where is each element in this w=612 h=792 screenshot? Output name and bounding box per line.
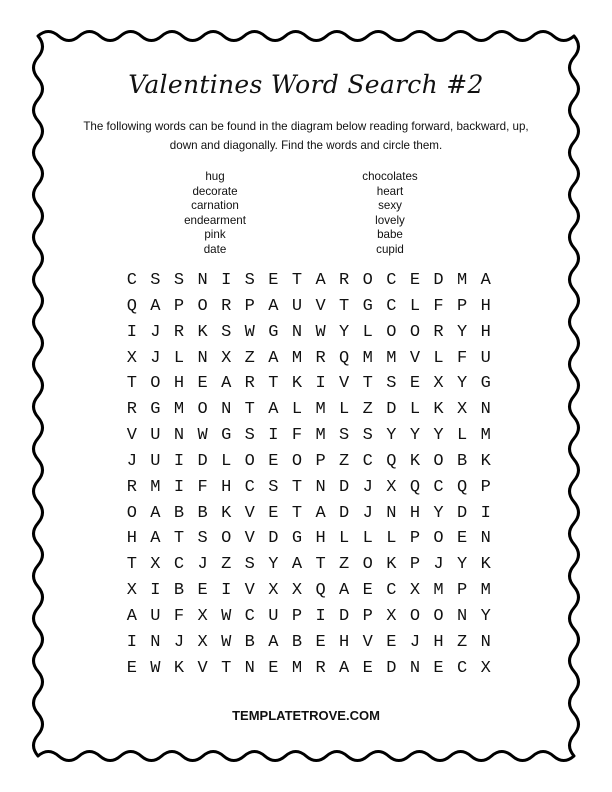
grid-letter[interactable]: Z bbox=[339, 555, 350, 575]
grid-letter[interactable]: L bbox=[173, 348, 185, 368]
grid-letter[interactable]: C bbox=[433, 477, 444, 497]
grid-letter[interactable]: S bbox=[362, 426, 373, 446]
grid-letter[interactable]: J bbox=[150, 322, 161, 342]
grid-letter[interactable]: R bbox=[433, 322, 444, 342]
grid-letter[interactable]: K bbox=[173, 658, 185, 678]
grid-letter[interactable]: K bbox=[480, 451, 491, 471]
grid-letter[interactable]: N bbox=[480, 529, 491, 549]
grid-letter[interactable]: W bbox=[197, 426, 208, 446]
grid-letter[interactable]: E bbox=[268, 503, 279, 523]
grid-letter[interactable]: T bbox=[291, 271, 303, 290]
grid-letter[interactable]: D bbox=[386, 658, 397, 678]
grid-letter[interactable]: Z bbox=[244, 348, 255, 368]
grid-letter[interactable]: I bbox=[268, 426, 279, 446]
grid-letter[interactable]: I bbox=[221, 271, 232, 290]
grid-letter[interactable]: P bbox=[409, 555, 421, 575]
grid-letter[interactable]: P bbox=[315, 451, 326, 471]
word-list-item: pink bbox=[204, 228, 226, 241]
grid-letter[interactable]: P bbox=[457, 296, 468, 316]
grid-letter[interactable]: X bbox=[409, 581, 421, 601]
grid-letter[interactable]: O bbox=[291, 451, 303, 471]
grid-letter[interactable]: S bbox=[221, 322, 232, 342]
grid-letter[interactable]: O bbox=[244, 451, 255, 471]
grid-letter[interactable]: D bbox=[339, 503, 350, 523]
grid-letter[interactable]: R bbox=[173, 322, 185, 342]
grid-letter[interactable]: D bbox=[339, 477, 350, 497]
grid-letter[interactable]: V bbox=[339, 374, 350, 394]
grid-letter[interactable]: A bbox=[480, 271, 491, 290]
grid-letter[interactable]: X bbox=[197, 606, 208, 626]
grid-letter[interactable]: O bbox=[197, 296, 208, 316]
grid-letter[interactable]: Y bbox=[433, 503, 444, 523]
grid-letter[interactable]: E bbox=[409, 374, 421, 394]
grid-letter[interactable]: I bbox=[315, 374, 326, 394]
grid-letter[interactable]: P bbox=[173, 296, 185, 316]
grid-letter[interactable]: X bbox=[150, 555, 161, 575]
grid-letter[interactable]: E bbox=[126, 658, 137, 678]
grid-letter[interactable]: D bbox=[339, 606, 350, 626]
grid-letter[interactable]: Q bbox=[386, 451, 397, 471]
grid-letter[interactable]: E bbox=[362, 581, 373, 601]
grid-letter[interactable]: O bbox=[362, 271, 373, 290]
grid-letter[interactable]: L bbox=[409, 296, 421, 316]
grid-letter[interactable]: N bbox=[197, 348, 208, 368]
grid-letter[interactable]: U bbox=[150, 451, 161, 471]
grid-letter[interactable]: V bbox=[244, 581, 255, 601]
grid-letter[interactable]: X bbox=[433, 374, 444, 394]
grid-letter[interactable]: F bbox=[197, 477, 208, 497]
grid-letter[interactable]: H bbox=[315, 529, 326, 549]
grid-letter[interactable]: H bbox=[409, 503, 421, 523]
grid-letter[interactable]: U bbox=[150, 426, 161, 446]
grid-letter[interactable]: N bbox=[315, 477, 326, 497]
grid-letter[interactable]: D bbox=[457, 503, 468, 523]
grid-letter[interactable]: Y bbox=[339, 322, 350, 342]
grid-letter[interactable]: A bbox=[339, 581, 350, 601]
grid-letter[interactable]: D bbox=[268, 529, 279, 549]
grid-letter[interactable]: A bbox=[150, 503, 161, 523]
grid-letter[interactable]: N bbox=[197, 271, 208, 290]
word-list-item: decorate bbox=[192, 184, 238, 198]
grid-letter[interactable]: H bbox=[433, 632, 444, 652]
word-list-left bbox=[160, 170, 270, 257]
grid-letter[interactable]: B bbox=[173, 503, 185, 523]
word-list-item: hug bbox=[205, 170, 225, 183]
grid-letter[interactable]: K bbox=[433, 400, 444, 420]
grid-letter[interactable]: X bbox=[126, 348, 137, 368]
grid-letter[interactable]: K bbox=[409, 451, 421, 471]
grid-letter[interactable]: T bbox=[126, 555, 137, 575]
grid-letter[interactable]: N bbox=[409, 658, 421, 678]
grid-letter[interactable]: T bbox=[291, 477, 303, 497]
grid-letter[interactable]: W bbox=[221, 606, 232, 626]
footer-site-name: TEMPLATETROVE.COM bbox=[232, 708, 380, 723]
grid-letter[interactable]: G bbox=[221, 426, 232, 446]
grid-letter[interactable]: F bbox=[457, 348, 468, 368]
grid-letter[interactable]: J bbox=[197, 555, 208, 575]
grid-letter[interactable]: C bbox=[244, 477, 255, 497]
grid-letter[interactable]: N bbox=[457, 606, 468, 626]
grid-letter[interactable]: O bbox=[150, 374, 161, 394]
grid-letter[interactable]: X bbox=[386, 477, 397, 497]
grid-letter[interactable]: M bbox=[480, 581, 491, 601]
grid-letter[interactable]: U bbox=[291, 296, 303, 316]
grid-letter[interactable]: R bbox=[221, 296, 232, 316]
grid-letter[interactable]: M bbox=[315, 426, 326, 446]
grid-letter[interactable]: O bbox=[126, 503, 137, 523]
grid-letter[interactable]: K bbox=[291, 374, 303, 394]
grid-letter[interactable]: Q bbox=[409, 477, 421, 497]
grid-letter[interactable]: Y bbox=[457, 374, 468, 394]
grid-letter[interactable]: R bbox=[126, 400, 137, 420]
grid-letter[interactable]: Y bbox=[268, 555, 279, 575]
grid-letter[interactable]: Q bbox=[126, 296, 137, 316]
grid-letter[interactable]: T bbox=[244, 400, 255, 420]
grid-letter[interactable]: I bbox=[173, 451, 185, 471]
grid-letter[interactable]: M bbox=[480, 426, 491, 446]
grid-letter[interactable]: W bbox=[315, 322, 326, 342]
grid-letter[interactable]: I bbox=[221, 581, 232, 601]
grid-letter[interactable]: E bbox=[457, 529, 468, 549]
grid-letter[interactable]: A bbox=[150, 296, 161, 316]
word-list-item: heart bbox=[376, 184, 404, 198]
grid-letter[interactable]: A bbox=[221, 374, 232, 394]
grid-letter[interactable]: N bbox=[173, 426, 185, 446]
grid-letter[interactable]: J bbox=[362, 503, 373, 523]
grid-letter[interactable]: X bbox=[480, 658, 491, 678]
grid-letter[interactable]: S bbox=[386, 374, 397, 394]
grid-letter[interactable]: T bbox=[268, 374, 279, 394]
grid-letter[interactable]: Q bbox=[457, 477, 468, 497]
grid-letter[interactable]: B bbox=[173, 581, 185, 601]
grid-letter[interactable]: J bbox=[409, 632, 421, 652]
word-list-item: date bbox=[203, 242, 227, 256]
grid-letter[interactable]: I bbox=[126, 632, 137, 652]
grid-letter[interactable]: E bbox=[268, 451, 279, 471]
grid-letter[interactable]: H bbox=[339, 632, 350, 652]
grid-letter[interactable]: P bbox=[457, 581, 468, 601]
grid-letter[interactable]: E bbox=[386, 632, 397, 652]
grid-letter[interactable]: H bbox=[480, 296, 491, 316]
grid-letter[interactable]: A bbox=[268, 400, 279, 420]
grid-letter[interactable]: K bbox=[386, 555, 397, 575]
grid-letter[interactable]: V bbox=[315, 296, 326, 316]
grid-letter[interactable]: M bbox=[362, 348, 373, 368]
grid-letter[interactable]: H bbox=[480, 322, 491, 342]
grid-letter[interactable]: T bbox=[291, 503, 303, 523]
grid-letter[interactable]: Y bbox=[409, 426, 421, 446]
grid-letter[interactable]: I bbox=[150, 581, 161, 601]
grid-letter[interactable]: K bbox=[221, 503, 232, 523]
grid-letter[interactable]: E bbox=[197, 374, 208, 394]
grid-letter[interactable]: P bbox=[362, 606, 373, 626]
grid-letter[interactable]: W bbox=[221, 632, 232, 652]
grid-letter[interactable]: K bbox=[480, 555, 491, 575]
grid-letter[interactable]: S bbox=[339, 426, 350, 446]
grid-letter[interactable]: I bbox=[315, 606, 326, 626]
grid-letter[interactable]: A bbox=[268, 632, 279, 652]
grid-letter[interactable]: I bbox=[126, 322, 137, 342]
grid-letter[interactable]: M bbox=[386, 348, 397, 368]
grid-letter[interactable]: R bbox=[126, 477, 137, 497]
grid-letter[interactable]: O bbox=[197, 400, 208, 420]
grid-letter[interactable]: C bbox=[173, 555, 185, 575]
grid-letter[interactable]: T bbox=[221, 658, 232, 678]
grid-letter[interactable]: G bbox=[150, 400, 161, 420]
word-list-item: endearment bbox=[184, 213, 246, 227]
grid-letter[interactable]: E bbox=[409, 271, 421, 290]
grid-letter[interactable]: T bbox=[173, 529, 185, 549]
grid-letter[interactable]: C bbox=[362, 451, 373, 471]
grid-letter[interactable]: T bbox=[339, 296, 350, 316]
grid-letter[interactable]: P bbox=[409, 529, 421, 549]
grid-letter[interactable]: C bbox=[244, 606, 255, 626]
grid-letter[interactable]: X bbox=[291, 581, 303, 601]
grid-letter[interactable]: A bbox=[315, 271, 326, 290]
grid-letter[interactable]: C bbox=[457, 658, 468, 678]
grid-letter[interactable]: A bbox=[150, 529, 161, 549]
grid-letter[interactable]: O bbox=[433, 529, 444, 549]
grid-letter[interactable]: O bbox=[433, 606, 444, 626]
grid-letter[interactable]: T bbox=[126, 374, 137, 394]
grid-letter[interactable]: E bbox=[433, 658, 444, 678]
grid-letter[interactable]: B bbox=[197, 503, 208, 523]
grid-letter[interactable]: N bbox=[480, 632, 491, 652]
grid-letter[interactable]: K bbox=[197, 322, 208, 342]
grid-letter[interactable]: V bbox=[362, 632, 373, 652]
grid-letter[interactable]: Z bbox=[362, 400, 373, 420]
grid-letter[interactable]: N bbox=[291, 322, 303, 342]
grid-letter[interactable]: G bbox=[268, 322, 279, 342]
grid-letter[interactable]: S bbox=[197, 529, 208, 549]
grid-letter[interactable]: C bbox=[386, 271, 397, 290]
grid-letter[interactable]: S bbox=[244, 271, 255, 290]
grid-letter[interactable]: X bbox=[268, 581, 279, 601]
grid-letter[interactable]: M bbox=[150, 477, 161, 497]
grid-letter[interactable]: X bbox=[221, 348, 232, 368]
letter-grid bbox=[120, 268, 498, 682]
word-list-item: lovely bbox=[375, 213, 405, 227]
grid-letter[interactable]: W bbox=[244, 322, 255, 342]
word-list-item: babe bbox=[377, 228, 403, 241]
grid-letter[interactable]: C bbox=[386, 296, 397, 316]
grid-letter[interactable]: Q bbox=[339, 348, 350, 368]
grid-letter[interactable]: F bbox=[433, 296, 444, 316]
grid-letter[interactable]: N bbox=[221, 400, 232, 420]
word-list-right bbox=[335, 170, 445, 257]
grid-letter[interactable]: L bbox=[409, 400, 421, 420]
grid-letter[interactable]: S bbox=[244, 426, 255, 446]
instructions: The following words can be found in the diagram below reading forward, backward, up, down and diagonally. Find the words and circle them. bbox=[83, 120, 529, 152]
grid-letter[interactable]: D bbox=[433, 271, 444, 290]
grid-letter[interactable]: U bbox=[480, 348, 491, 368]
grid-letter[interactable]: H bbox=[173, 374, 185, 394]
grid-letter[interactable]: T bbox=[315, 555, 326, 575]
grid-letter[interactable]: Z bbox=[221, 555, 232, 575]
grid-letter[interactable]: M bbox=[291, 658, 303, 678]
grid-letter[interactable]: L bbox=[457, 426, 468, 446]
word-list-item: carnation bbox=[191, 199, 239, 212]
grid-letter[interactable]: Q bbox=[315, 581, 326, 601]
grid-letter[interactable]: V bbox=[197, 658, 208, 678]
grid-letter[interactable]: M bbox=[457, 271, 468, 290]
grid-letter[interactable]: J bbox=[150, 348, 161, 368]
grid-letter[interactable]: G bbox=[362, 296, 373, 316]
grid-letter[interactable]: V bbox=[409, 348, 421, 368]
grid-letter[interactable]: M bbox=[315, 400, 326, 420]
grid-letter[interactable]: X bbox=[126, 581, 137, 601]
grid-letter[interactable]: Y bbox=[457, 555, 468, 575]
grid-letter[interactable]: O bbox=[409, 606, 421, 626]
grid-letter[interactable]: E bbox=[268, 271, 279, 290]
grid-letter[interactable]: V bbox=[126, 426, 137, 446]
grid-letter[interactable]: Y bbox=[433, 426, 444, 446]
grid-letter[interactable]: Y bbox=[386, 426, 397, 446]
grid-letter[interactable]: N bbox=[150, 632, 161, 652]
grid-letter[interactable]: B bbox=[291, 632, 303, 652]
grid-letter[interactable]: U bbox=[268, 606, 279, 626]
grid-letter[interactable]: R bbox=[339, 271, 350, 290]
grid-letter[interactable]: R bbox=[244, 374, 255, 394]
grid-letter[interactable]: S bbox=[150, 271, 161, 290]
word-list-item: chocolates bbox=[362, 170, 418, 183]
grid-letter[interactable]: S bbox=[244, 555, 255, 575]
grid-letter[interactable]: S bbox=[173, 271, 185, 290]
grid-letter[interactable]: L bbox=[386, 529, 397, 549]
grid-letter[interactable]: N bbox=[480, 400, 491, 420]
grid-letter[interactable]: W bbox=[150, 658, 161, 678]
grid-letter[interactable]: I bbox=[173, 477, 185, 497]
grid-letter[interactable]: A bbox=[291, 555, 303, 575]
grid-letter[interactable]: J bbox=[126, 451, 137, 471]
grid-letter[interactable]: M bbox=[433, 581, 444, 601]
grid-letter[interactable]: L bbox=[339, 529, 350, 549]
grid-letter[interactable]: J bbox=[433, 555, 444, 575]
grid-letter[interactable]: A bbox=[315, 503, 326, 523]
grid-letter[interactable]: A bbox=[268, 296, 279, 316]
grid-letter[interactable]: C bbox=[126, 271, 137, 290]
grid-letter[interactable]: P bbox=[291, 606, 303, 626]
grid-letter[interactable]: E bbox=[197, 581, 208, 601]
grid-letter[interactable]: E bbox=[268, 658, 279, 678]
grid-letter[interactable]: D bbox=[386, 400, 397, 420]
grid-letter[interactable]: F bbox=[173, 606, 185, 626]
grid-letter[interactable]: B bbox=[457, 451, 468, 471]
grid-letter[interactable]: Z bbox=[457, 632, 468, 652]
grid-letter[interactable]: N bbox=[386, 503, 397, 523]
grid-letter[interactable]: U bbox=[150, 606, 161, 626]
grid-letter[interactable]: A bbox=[339, 658, 350, 678]
grid-letter[interactable]: I bbox=[480, 503, 491, 523]
grid-letter[interactable]: M bbox=[173, 400, 185, 420]
grid-letter[interactable]: J bbox=[362, 477, 373, 497]
grid-letter[interactable]: B bbox=[244, 632, 255, 652]
grid-letter[interactable]: L bbox=[339, 400, 350, 420]
grid-letter[interactable]: R bbox=[315, 658, 326, 678]
grid-letter[interactable]: G bbox=[480, 374, 491, 394]
grid-letter[interactable]: H bbox=[126, 529, 137, 549]
grid-letter[interactable]: V bbox=[244, 503, 255, 523]
grid-letter[interactable]: G bbox=[291, 529, 303, 549]
grid-letter[interactable]: O bbox=[362, 555, 373, 575]
grid-letter[interactable]: T bbox=[362, 374, 373, 394]
grid-letter[interactable]: L bbox=[362, 529, 373, 549]
grid-letter[interactable]: L bbox=[291, 400, 303, 420]
grid-letter[interactable]: X bbox=[457, 400, 468, 420]
grid-letter[interactable]: E bbox=[315, 632, 326, 652]
grid-letter[interactable]: Y bbox=[480, 606, 491, 626]
grid-letter[interactable]: L bbox=[221, 451, 232, 471]
grid-letter[interactable]: H bbox=[221, 477, 232, 497]
grid-letter[interactable]: Z bbox=[339, 451, 350, 471]
grid-letter[interactable]: Y bbox=[457, 322, 468, 342]
grid-letter[interactable]: O bbox=[409, 322, 421, 342]
grid-letter[interactable]: L bbox=[433, 348, 444, 368]
grid-letter[interactable]: X bbox=[197, 632, 208, 652]
grid-letter[interactable]: J bbox=[173, 632, 185, 652]
grid-letter[interactable]: E bbox=[362, 658, 373, 678]
grid-letter[interactable]: V bbox=[244, 529, 255, 549]
grid-letter[interactable]: R bbox=[315, 348, 326, 368]
grid-letter[interactable]: O bbox=[221, 529, 232, 549]
grid-letter[interactable]: P bbox=[244, 296, 255, 316]
word-list-item: cupid bbox=[376, 242, 404, 256]
grid-letter[interactable]: O bbox=[386, 322, 397, 342]
grid-letter[interactable]: F bbox=[291, 426, 303, 446]
grid-letter[interactable]: O bbox=[433, 451, 444, 471]
grid-letter[interactable]: A bbox=[268, 348, 279, 368]
grid-letter[interactable]: N bbox=[244, 658, 255, 678]
grid-letter[interactable]: S bbox=[268, 477, 279, 497]
word-list-item: sexy bbox=[378, 199, 402, 212]
grid-letter[interactable]: L bbox=[362, 322, 373, 342]
grid-letter[interactable]: M bbox=[291, 348, 303, 368]
page-title: Valentines Word Search #2 bbox=[128, 70, 484, 99]
grid-letter[interactable]: X bbox=[386, 606, 397, 626]
grid-letter[interactable]: D bbox=[197, 451, 208, 471]
grid-letter[interactable]: P bbox=[480, 477, 491, 497]
grid-letter[interactable]: C bbox=[386, 581, 397, 601]
grid-letter[interactable]: A bbox=[126, 606, 137, 626]
